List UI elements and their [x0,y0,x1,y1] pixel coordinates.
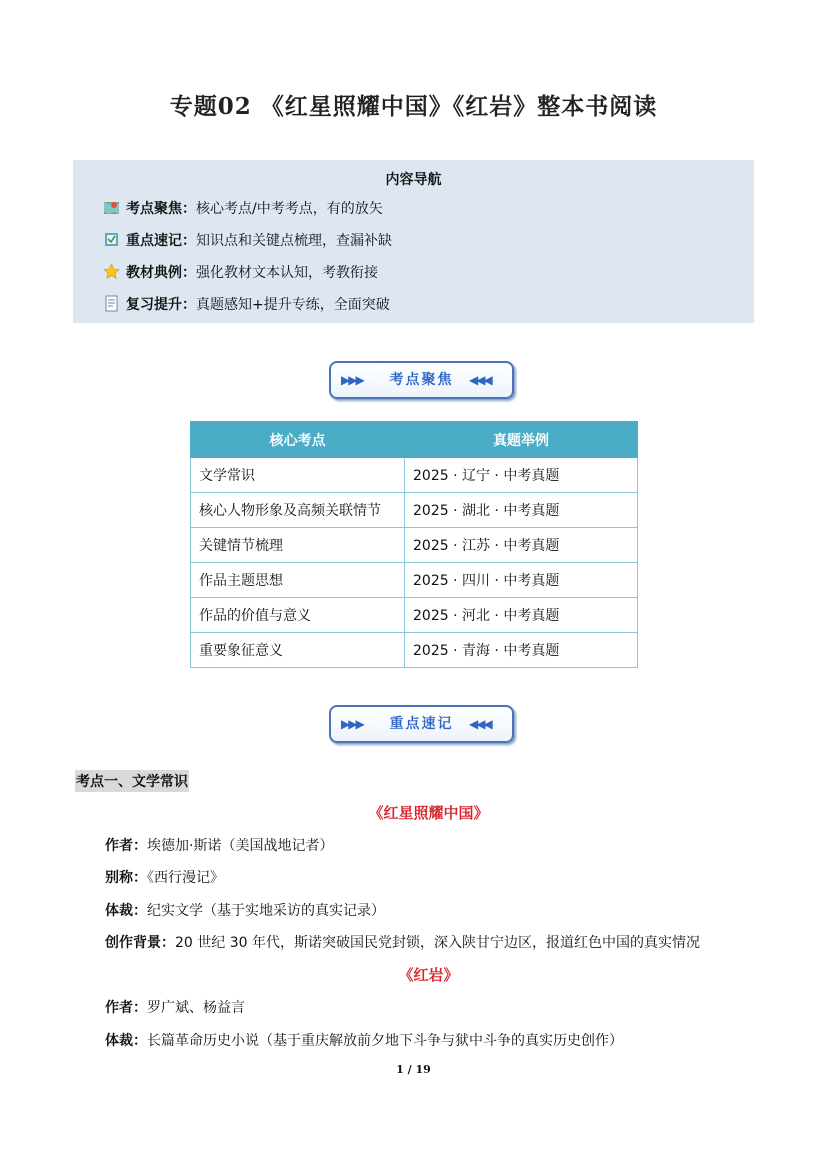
map-icon [103,199,120,216]
info-text: 罗广斌、杨益言 [147,1000,245,1016]
table-cell: 2025 · 四川 · 中考真题 [405,563,638,598]
table-header-cell: 真题举例 [405,422,638,458]
info-text: 20 世纪 30 年代，斯诺突破国民党封锁，深入陕甘宁边区，报道红色中国的真实情况 [175,935,700,951]
book-title-red-crag: 《红岩》 [398,966,459,984]
nav-row-review [103,294,390,316]
info-label: 作者： [105,1000,147,1016]
book-icon [103,231,120,248]
table-cell: 2025 · 青海 · 中考真题 [405,633,638,668]
info-line-genre [105,900,385,920]
right-arrows-icon: ▶▶▶ [341,717,363,731]
right-arrows-icon: ▶▶▶ [341,373,363,387]
info-label: 体裁： [105,1033,147,1049]
table-cell: 关键情节梳理 [191,528,405,563]
nav-row-notes [103,230,392,252]
section-banner-notes [329,705,514,743]
table-cell: 作品的价值与意义 [191,598,405,633]
banner-notes-label: 重点速记 [389,716,454,732]
nav-row-focus [103,198,383,220]
table-row [191,528,638,563]
table-row [191,563,638,598]
table-cell: 2025 · 江苏 · 中考真题 [405,528,638,563]
left-arrows-icon: ◀◀◀ [469,717,491,731]
info-line-background [105,932,700,952]
info-text: 长篇革命历史小说（基于重庆解放前夕地下斗争与狱中斗争的真实历史创作） [147,1033,623,1049]
table-cell: 作品主题思想 [191,563,405,598]
nav-label-notes: 重点速记： [126,233,196,249]
nav-desc-focus: 核心考点/中考考点，有的放矢 [196,201,383,217]
info-line-alias [105,867,224,887]
info-label: 体裁： [105,903,147,919]
nav-label-focus: 考点聚焦： [126,201,196,217]
exam-points-table [190,421,638,668]
document-icon [103,295,120,312]
table-row [191,633,638,668]
table-header-cell: 核心考点 [191,422,405,458]
section-heading: 考点一、文学常识 [75,770,189,792]
table-cell: 2025 · 河北 · 中考真题 [405,598,638,633]
info-label: 作者： [105,838,147,854]
info-label: 别称： [105,870,147,886]
info-text: 《西行漫记》 [147,870,224,886]
nav-row-examples [103,262,378,284]
table-row [191,493,638,528]
star-icon [103,263,120,280]
nav-desc-examples: 强化教材文本认知，考教衔接 [196,265,378,281]
page-title: 专题02 《红星照耀中国》《红岩》整本书阅读 [169,93,658,120]
table-cell: 2025 · 湖北 · 中考真题 [405,493,638,528]
content-navigation-box [73,160,754,323]
table-header-row [191,422,638,458]
table-cell: 重要象征意义 [191,633,405,668]
table-cell: 文学常识 [191,458,405,493]
banner-focus-label: 考点聚焦 [389,372,454,388]
info-line-author [105,835,333,855]
section-banner-focus [329,361,514,399]
nav-label-review: 复习提升： [126,297,196,313]
left-arrows-icon: ◀◀◀ [469,373,491,387]
table-cell: 核心人物形象及高频关联情节 [191,493,405,528]
info-line-author [105,997,245,1017]
info-text: 纪实文学（基于实地采访的真实记录） [147,903,385,919]
table-row [191,598,638,633]
nav-desc-notes: 知识点和关键点梳理，查漏补缺 [196,233,392,249]
table-row [191,458,638,493]
page-number: 1 / 19 [396,1063,431,1076]
nav-desc-review: 真题感知+提升专练，全面突破 [196,297,390,313]
book-title-red-star: 《红星照耀中国》 [368,804,489,822]
nav-label-examples: 教材典例： [126,265,196,281]
nav-heading: 内容导航 [385,172,442,188]
info-label: 创作背景： [105,935,175,951]
table-cell: 2025 · 辽宁 · 中考真题 [405,458,638,493]
info-text: 埃德加·斯诺（美国战地记者） [147,838,334,854]
info-line-genre [105,1030,623,1050]
